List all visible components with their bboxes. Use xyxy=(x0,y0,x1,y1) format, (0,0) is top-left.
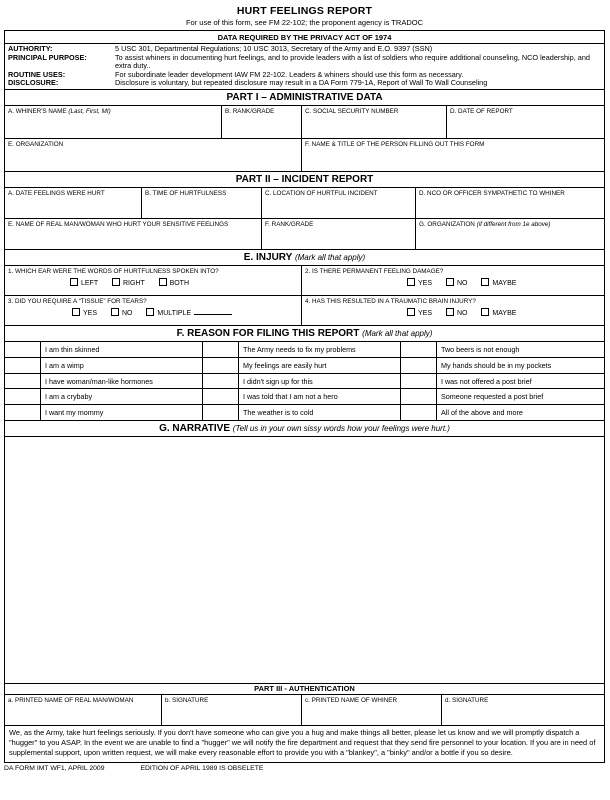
whiner-printed-name-field[interactable] xyxy=(302,695,442,725)
preparer-name-field[interactable] xyxy=(302,139,605,171)
reason-heading xyxy=(4,326,605,342)
edition-note: EDITION OF APRIL 1989 IS OBSELETE xyxy=(140,764,264,772)
field-label: E. NAME OF REAL MAN/WOMAN WHO HURT YOUR SENSITIVE FEELINGS xyxy=(8,220,229,228)
option-label: LEFT xyxy=(81,279,98,287)
option-label: NO xyxy=(121,309,133,317)
reason-label: Two beers is not enough xyxy=(437,342,605,358)
field-label: C. LOCATION OF HURTFUL INCIDENT xyxy=(265,189,378,197)
whiner-name-field[interactable] xyxy=(5,106,222,138)
real-man-name-field[interactable] xyxy=(5,219,262,249)
reason-checkbox[interactable] xyxy=(401,374,437,390)
reason-checkbox[interactable] xyxy=(203,405,239,421)
rank-grade-field[interactable] xyxy=(222,106,302,138)
field-label: a. PRINTED NAME OF REAL MAN/WOMAN xyxy=(8,696,134,704)
organization-field[interactable] xyxy=(5,139,302,171)
tissue-no-checkbox[interactable] xyxy=(111,308,119,316)
brain-injury-question xyxy=(302,296,605,325)
part3-heading: PART III - AUTHENTICATION xyxy=(4,684,605,695)
option-label: YES xyxy=(418,279,433,287)
reason-label: I am thin skinned xyxy=(41,342,203,358)
section-title: G. NARRATIVE xyxy=(159,422,231,434)
part1-row1 xyxy=(4,106,605,139)
ssn-field[interactable] xyxy=(302,106,447,138)
part2-heading: PART II – INCIDENT REPORT xyxy=(4,172,605,188)
multiple-count-blank[interactable] xyxy=(194,314,232,315)
option-label: MAYBE xyxy=(492,309,517,317)
narrative-section xyxy=(4,421,605,684)
injury-row2 xyxy=(4,296,605,326)
part2-row2 xyxy=(4,219,605,250)
field-label: F. NAME & TITLE OF THE PERSON FILLING OUT THIS FORM xyxy=(305,140,485,148)
privacy-act-heading: DATA REQUIRED BY THE PRIVACY ACT OF 1974 xyxy=(5,31,604,44)
reason-label: I didn't sign up for this xyxy=(239,374,401,390)
section-hint: (Mark all that apply) xyxy=(362,328,433,338)
field-label: d. SIGNATURE xyxy=(445,696,489,704)
real-man-org-field[interactable] xyxy=(416,219,605,249)
army-statement: We, as the Army, take hurt feelings seriously. If you don't have someone who can give you a hug and make things all better, please let us know and we will promptly dispatch a "hugger" to you ASAP. In the event we are unable to find a "hugger" we will notify the fire department and request that they send fire personnel to your location. If you are in need of supplemental support, upon written request, we will make every reasonable effort to provide you with a "blankey", a "binky" and/or a bottle if you so desire. xyxy=(4,726,605,763)
real-man-printed-name-field[interactable] xyxy=(5,695,162,725)
field-label: C. SOCIAL SECURITY NUMBER xyxy=(305,107,399,115)
option-label: MAYBE xyxy=(492,279,517,287)
feeling-damage-question xyxy=(302,266,605,295)
form-title: HURT FEELINGS REPORT xyxy=(236,5,373,17)
reason-label: I was told that I am not a hero xyxy=(239,389,401,405)
damage-yes-checkbox[interactable] xyxy=(407,278,415,286)
reason-label: Someone requested a post brief xyxy=(437,389,605,405)
reason-label: The weather is to cold xyxy=(239,405,401,421)
real-man-signature-field[interactable] xyxy=(162,695,302,725)
form-id: DA FORM IMT WF1, APRIL 2009 xyxy=(4,764,105,772)
reason-checkbox[interactable] xyxy=(401,358,437,374)
reason-label: My hands should be in my pockets xyxy=(437,358,605,374)
whiner-signature-field[interactable] xyxy=(442,695,605,725)
section-hint: (Mark all that apply) xyxy=(294,252,366,262)
reason-label: I want my mommy xyxy=(41,405,203,421)
narrative-textarea[interactable] xyxy=(5,437,604,683)
privacy-value: Disclosure is voluntary, but repeated disclosure may result in a DA Form 779-1A, Report of Wall To Wall Counseling xyxy=(115,78,488,88)
privacy-act-block xyxy=(4,30,605,90)
field-label: F. RANK/GRADE xyxy=(265,220,314,228)
reason-checkbox[interactable] xyxy=(5,389,41,405)
question-label: 2. IS THERE PERMANENT FEELING DAMAGE? xyxy=(305,267,444,275)
injury-row1 xyxy=(4,266,605,296)
sympathetic-nco-field[interactable] xyxy=(416,188,605,218)
option-label: MULTIPLE xyxy=(157,309,192,317)
reason-checkbox[interactable] xyxy=(5,405,41,421)
left-ear-checkbox[interactable] xyxy=(70,278,78,286)
form-subtitle: For use of this form, see FM 22-102; the proponent agency is TRADOC xyxy=(185,18,424,27)
part2-row1 xyxy=(4,188,605,219)
ear-question xyxy=(5,266,302,295)
right-ear-checkbox[interactable] xyxy=(112,278,120,286)
reason-checkbox[interactable] xyxy=(401,342,437,358)
field-label: A. WHINER'S NAME xyxy=(8,107,67,115)
reason-checkbox[interactable] xyxy=(401,405,437,421)
reason-label: I have woman/man-like hormones xyxy=(41,374,203,390)
field-label: D. DATE OF REPORT xyxy=(450,107,513,115)
narrative-heading xyxy=(5,421,604,437)
damage-no-checkbox[interactable] xyxy=(446,278,454,286)
section-hint: (Tell us in your own sissy words how your feelings were hurt.) xyxy=(232,423,450,433)
field-label: b. SIGNATURE xyxy=(165,696,209,704)
reason-checkbox[interactable] xyxy=(203,342,239,358)
privacy-key: ROUTINE USES: xyxy=(8,69,66,79)
part1-row2 xyxy=(4,139,605,172)
both-ears-checkbox[interactable] xyxy=(159,278,167,286)
reason-grid xyxy=(4,342,605,421)
part3-row xyxy=(4,695,605,726)
tissue-yes-checkbox[interactable] xyxy=(72,308,80,316)
reason-checkbox[interactable] xyxy=(203,374,239,390)
question-label: 4. HAS THIS RESULTED IN A TRAUMATIC BRAIN INJURY? xyxy=(305,297,476,305)
reason-checkbox[interactable] xyxy=(401,389,437,405)
time-hurtfulness-field[interactable] xyxy=(142,188,262,218)
injury-heading xyxy=(4,250,605,266)
tissue-multiple-checkbox[interactable] xyxy=(146,308,154,316)
location-field[interactable] xyxy=(262,188,416,218)
privacy-key: DISCLOSURE: xyxy=(8,78,59,88)
question-label: 1. WHICH EAR WERE THE WORDS OF HURTFULNESS SPOKEN INTO? xyxy=(8,267,219,275)
reason-checkbox[interactable] xyxy=(203,389,239,405)
field-label: c. PRINTED NAME OF WHINER xyxy=(305,696,398,704)
tbi-no-checkbox[interactable] xyxy=(446,308,454,316)
field-label: B. TIME OF HURTFULNESS xyxy=(145,189,227,197)
real-man-rank-field[interactable] xyxy=(262,219,416,249)
date-of-report-field[interactable] xyxy=(447,106,605,138)
reason-checkbox[interactable] xyxy=(5,374,41,390)
tissue-question xyxy=(5,296,302,325)
option-label: YES xyxy=(83,309,98,317)
reason-label: I am a wimp xyxy=(41,358,203,374)
reason-checkbox[interactable] xyxy=(5,358,41,374)
privacy-row-disclosure xyxy=(5,79,604,88)
part1-heading: PART I – ADMINISTRATIVE DATA xyxy=(4,90,605,106)
field-label: G. ORGANIZATION xyxy=(419,220,475,228)
option-label: RIGHT xyxy=(122,279,145,287)
field-hint: (if different from 1e above) xyxy=(476,220,551,228)
tbi-yes-checkbox[interactable] xyxy=(407,308,415,316)
privacy-key: AUTHORITY: xyxy=(8,44,53,53)
section-title: F. REASON FOR FILING THIS REPORT xyxy=(176,327,360,339)
reason-label: The Army needs to fix my problems xyxy=(239,342,401,358)
tbi-maybe-checkbox[interactable] xyxy=(481,308,489,316)
option-label: BOTH xyxy=(169,279,190,287)
reason-label: I was not offered a post brief xyxy=(437,374,605,390)
reason-checkbox[interactable] xyxy=(203,358,239,374)
reason-label: My feelings are easily hurt xyxy=(239,358,401,374)
question-label: 3. DID YOU REQUIRE A “TISSUE” FOR TEARS? xyxy=(8,297,147,305)
option-label: NO xyxy=(456,309,468,317)
damage-maybe-checkbox[interactable] xyxy=(481,278,489,286)
privacy-row-purpose xyxy=(5,54,604,71)
form-page xyxy=(4,4,605,772)
field-label: A. DATE FEELINGS WERE HURT xyxy=(8,189,105,197)
field-label: E. ORGANIZATION xyxy=(8,140,64,148)
section-title: E. INJURY xyxy=(243,251,293,263)
reason-label: All of the above and more xyxy=(437,405,605,421)
privacy-key: PRINCIPAL PURPOSE: xyxy=(8,52,87,62)
privacy-value: For subordinate leader development IAW FM 22-102. Leaders & whiners should use this form as necessary. xyxy=(115,69,464,79)
privacy-value: To assist whiners in documenting hurt feelings, and to provide leaders with a list of soldiers who require additional counseling, NCO leadership, and extra duty.. xyxy=(115,52,590,71)
reason-checkbox[interactable] xyxy=(5,342,41,358)
form-footer xyxy=(4,765,605,772)
field-label: B. RANK/GRADE xyxy=(225,107,275,115)
field-hint: (Last, First, MI) xyxy=(68,107,111,115)
option-label: NO xyxy=(456,279,468,287)
privacy-value: 5 USC 301, Departmental Regulations; 10 USC 3013, Secretary of the Army and E.O. 9397 (SSN) xyxy=(115,44,433,53)
reason-label: I am a crybaby xyxy=(41,389,203,405)
date-hurt-field[interactable] xyxy=(5,188,142,218)
option-label: YES xyxy=(418,309,433,317)
field-label: D. NCO OR OFFICER SYMPATHETIC TO WHINER xyxy=(419,189,565,197)
